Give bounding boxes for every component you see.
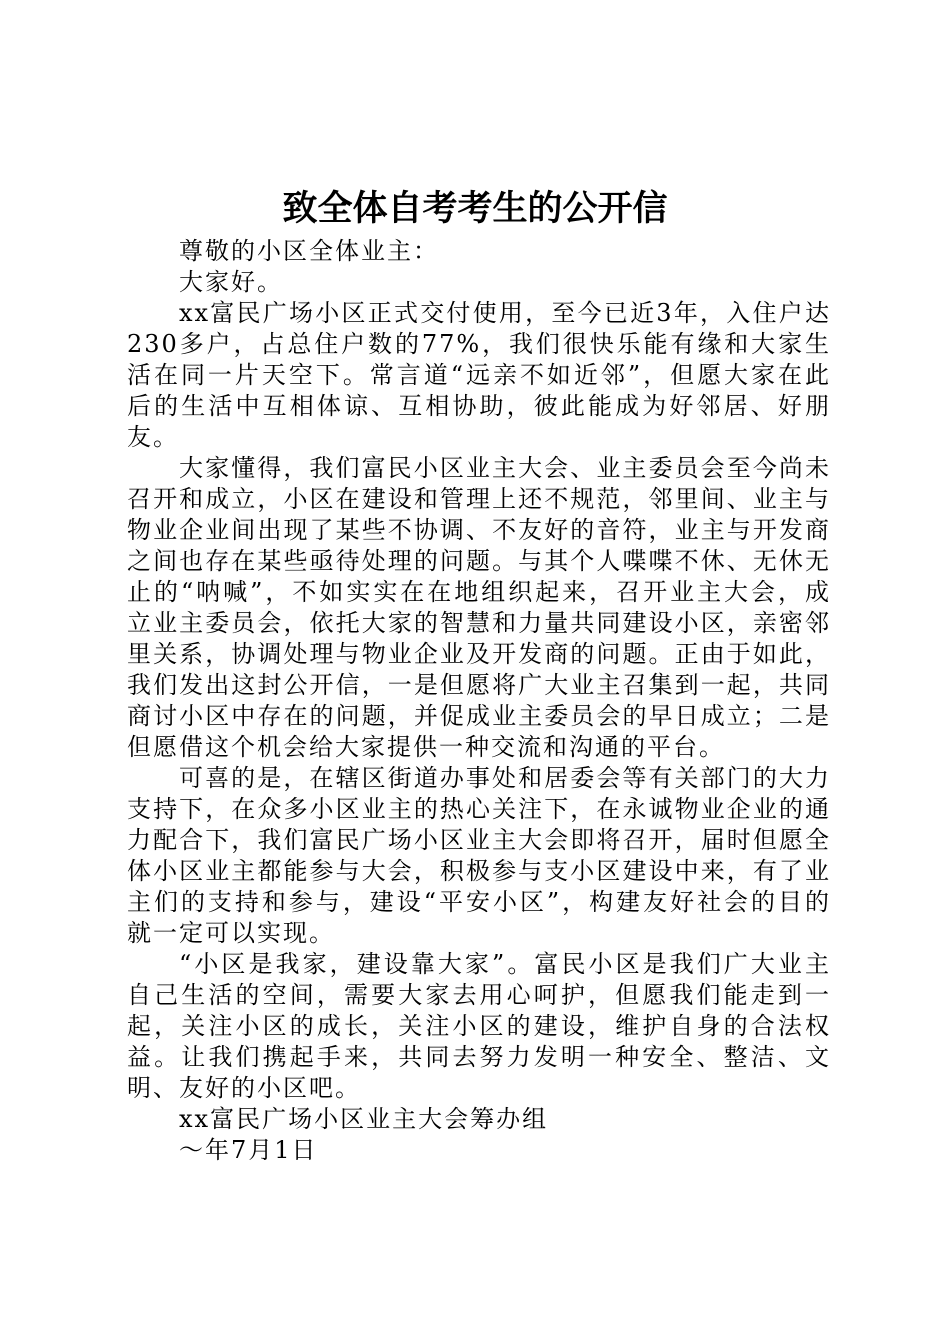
letter-body: [127, 236, 831, 1166]
paragraph: 可喜的是，在辖区街道办事处和居委会等有关部门的大力支持下，在众多小区业主的热心关注下，在永诚物业企业的通力配合下，我们富民广场小区业主大会即将召开，届时但愿全体小区业主都能参与大会，积极参与支小区建设中来，有了业主们的支持和参与，建设“平安小区”，构建友好社会的目的就一定可以实现。: [127, 764, 831, 947]
paragraph: xx富民广场小区正式交付使用，至今已近3年，入住户达230多户，占总住户数的77%，我们很快乐能有缘和大家生活在同一片天空下。常言道“远亲不如近邻”，但愿大家在此后的生活中互相体谅、互相协助，彼此能成为好邻居、好朋友。: [127, 299, 831, 451]
salutation: 尊敬的小区全体业主：: [179, 237, 439, 265]
date: ～年7月1日: [179, 1136, 318, 1164]
page-title: 致全体自考考生的公开信: [282, 189, 668, 229]
paragraph: “小区是我家，建设靠大家”。富民小区是我们广大业主自己生活的空间，需要大家去用心呵护，但愿我们能走到一起，关注小区的成长，关注小区的建设，维护自身的合法权益。让我们携起手来，共同去努力发明一种安全、整洁、文明、友好的小区吧。: [127, 950, 831, 1102]
paragraph: 大家懂得，我们富民小区业主大会、业主委员会至今尚未召开和成立，小区在建设和管理上还不规范，邻里间、业主与物业企业间出现了某些不协调、不友好的音符，业主与开发商之间也存在某些亟待处理的问题。与其个人喋喋不休、无休无止的“呐喊”，不如实实在在地组织起来，召开业主大会，成立业主委员会，依托大家的智慧和力量共同建设小区，亲密邻里关系，协调处理与物业企业及开发商的问题。正由于如此，我们发出这封公开信，一是但愿将广大业主召集到一起，共同商讨小区中存在的问题，并促成业主委员会的早日成立；二是但愿借这个机会给大家提供一种交流和沟通的平台。: [127, 454, 831, 761]
signature: xx富民广场小区业主大会筹办组: [179, 1105, 549, 1133]
greeting: 大家好。: [179, 268, 283, 296]
